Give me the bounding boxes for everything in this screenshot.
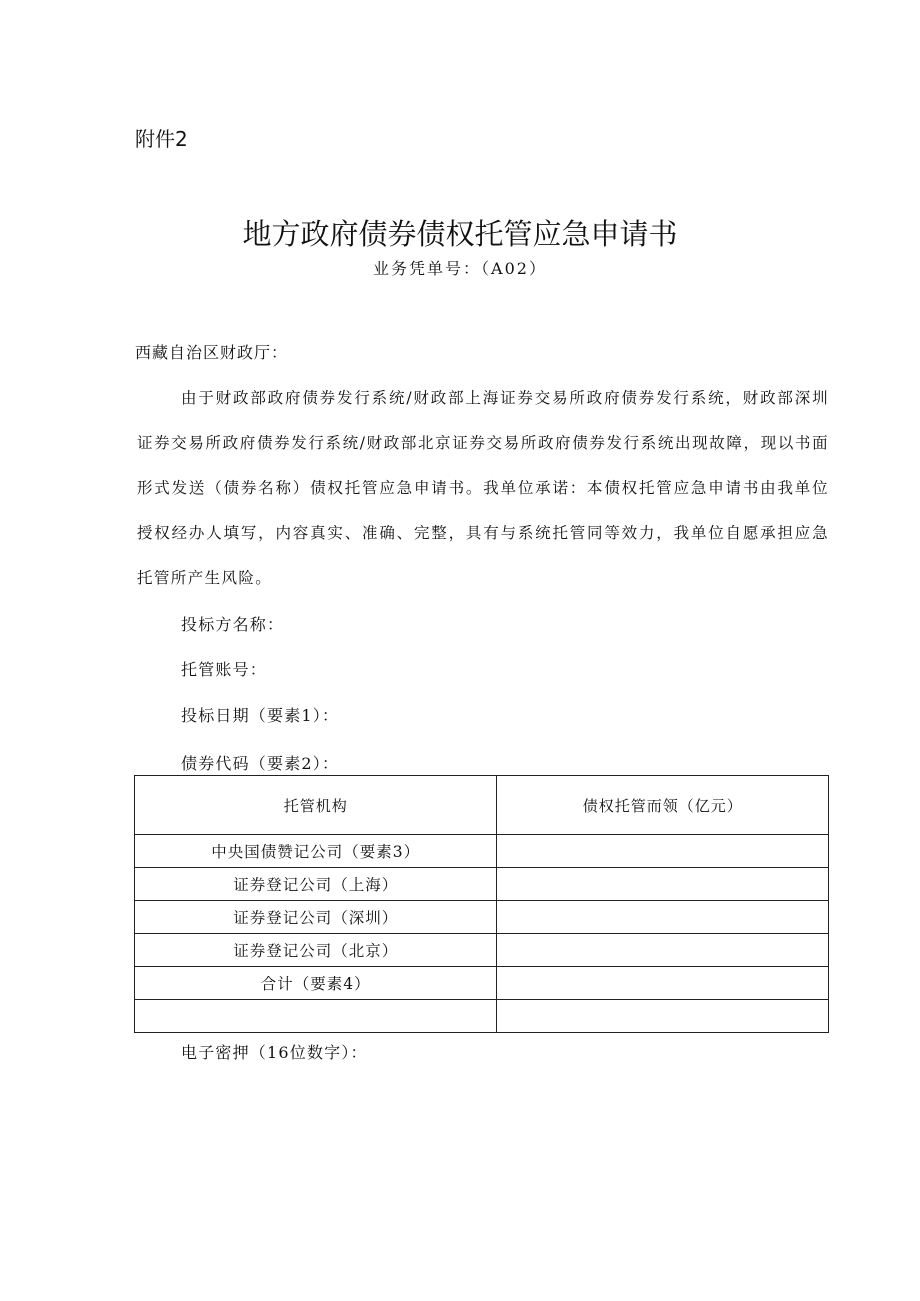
table-row [135,934,829,967]
body-paragraph: 由于财政部政府债券发行系统/财政部上海证券交易所政府债券发行系统，财政部深圳证券交易所政府债券发行系统/财政部北京证券交易所政府债券发行系统出现故障，现以书面形式发送（债券名称）债权托管应急申请书。我单位承诺：本债权托管应急申请书由我单位授权经办人填写，内容真实、准确、完整，具有与系统托管同等效力，我单位自愿承担应急托管所产生风险。 [137,389,829,587]
field-bidder-name: 投标方名称： [181,615,285,634]
attachment-label: 附件2 [135,127,188,151]
amount-cell[interactable] [497,934,829,967]
field-e-seal: 电子密押（16位数字）： [181,1043,368,1062]
amount-cell[interactable] [497,901,829,934]
table-row [135,1000,829,1033]
custody-table [134,775,829,1033]
document-title: 地方政府债券债权托管应急申请书 [242,217,678,251]
field-bid-date: 投标日期（要素1）： [181,706,340,725]
amount-cell[interactable] [497,868,829,901]
total-amount-cell[interactable] [497,967,829,1000]
table-row [135,868,829,901]
custodian-cell: 证券登记公司（上海） [135,868,497,901]
header-custody-amount: 债权托管而领（亿元） [497,776,829,835]
field-custody-account: 托管账号： [181,660,268,679]
blank-cell[interactable] [497,1000,829,1033]
addressee: 西藏自治区财政厅： [135,343,289,362]
custodian-cell: 中央国债赞记公司（要素3） [135,835,497,868]
table-header-row [135,776,829,835]
blank-cell [135,1000,497,1033]
amount-cell[interactable] [497,835,829,868]
header-custodian: 托管机构 [135,776,497,835]
table-row [135,835,829,868]
total-label-cell: 合计（要素4） [135,967,497,1000]
table-row [135,901,829,934]
voucher-number: 业务凭单号：（A02） [373,259,547,278]
custodian-cell: 证券登记公司（北京） [135,934,497,967]
field-bond-code: 债券代码（要素2）： [181,754,340,773]
table-row [135,967,829,1000]
custodian-cell: 证券登记公司（深圳） [135,901,497,934]
